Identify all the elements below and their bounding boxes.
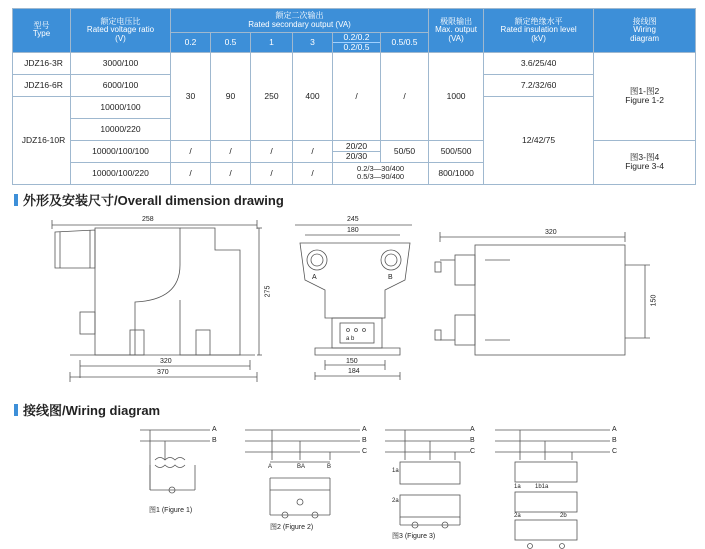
value-cell: 250 bbox=[251, 52, 293, 140]
ratio-cell: 10000/100 bbox=[71, 96, 171, 118]
secondary-terminal-label: a b bbox=[346, 336, 355, 342]
type-cell: JDZ16-3R bbox=[13, 52, 71, 74]
value-cell: 20/20 20/30 bbox=[333, 140, 381, 162]
wiring-figure-4 bbox=[495, 430, 610, 549]
secondary-label: 2b bbox=[560, 513, 567, 519]
dim-side-height: 275 bbox=[264, 285, 272, 298]
terminal-b-label: B bbox=[388, 274, 393, 281]
secondary-label: 1b1a bbox=[535, 484, 549, 490]
terminal-a-label: A bbox=[312, 274, 317, 281]
value-cell: / bbox=[171, 140, 211, 162]
ratio-cell: 10000/100/100 bbox=[71, 140, 171, 162]
ratio-cell: 10000/100/220 bbox=[71, 162, 171, 184]
dim-front-bottom-2: 184 bbox=[348, 368, 360, 375]
line-label-c: C bbox=[470, 448, 476, 455]
line-label-a: A bbox=[612, 426, 617, 433]
value-cell: 0.2/3—30/400 0.5/3—90/400 bbox=[333, 162, 429, 184]
caption-figure-3: 图3 (Figure 3) bbox=[392, 533, 436, 540]
dim-front-top-2: 180 bbox=[347, 227, 359, 234]
header-class-1: 1 bbox=[251, 33, 293, 53]
dim-front-top-1: 245 bbox=[347, 216, 359, 223]
plan-view-drawing bbox=[435, 232, 650, 355]
section-title-dimensions: 外形及安装尺寸/Overall dimension drawing bbox=[14, 190, 284, 209]
header-class-05: 0.5 bbox=[211, 33, 251, 53]
ratio-cell: 10000/220 bbox=[71, 118, 171, 140]
wiring-figure-2 bbox=[245, 430, 360, 518]
header-ratio: 额定电压比 Rated voltage ratio (V) bbox=[71, 9, 171, 53]
secondary-label: 2a bbox=[392, 498, 399, 504]
wiring-cell: 图1-图2 Figure 1-2 bbox=[594, 52, 696, 140]
header-secondary: 额定二次输出 Rated secondary output (VA) bbox=[171, 9, 429, 33]
value-cell: / bbox=[333, 52, 381, 140]
insulation-cell: 12/42/75 bbox=[484, 96, 594, 184]
section-title-wiring: 接线图/Wiring diagram bbox=[14, 400, 160, 419]
value-cell: 90 bbox=[211, 52, 251, 140]
line-label-b: B bbox=[612, 437, 617, 444]
value-cell: 50/50 bbox=[381, 140, 429, 162]
value-cell: / bbox=[293, 162, 333, 184]
header-type: 型号 Type bbox=[13, 9, 71, 53]
value-cell: / bbox=[293, 140, 333, 162]
line-label-c: C bbox=[362, 448, 368, 455]
secondary-label: 2a bbox=[514, 513, 521, 519]
value-cell: / bbox=[251, 140, 293, 162]
wiring-figure-3 bbox=[385, 430, 470, 528]
value-cell: / bbox=[381, 52, 429, 140]
header-max: 极限输出 Max. output (VA) bbox=[429, 9, 484, 53]
line-label-a: A bbox=[362, 426, 367, 433]
header-class-0202: 0.2/0.2 0.2/0.5 bbox=[333, 33, 381, 53]
terminal-label: BA bbox=[297, 464, 306, 470]
caption-figure-1: 图1 (Figure 1) bbox=[149, 507, 193, 514]
section-bar bbox=[14, 404, 18, 416]
value-cell: / bbox=[171, 162, 211, 184]
secondary-label: 1a bbox=[392, 468, 399, 474]
line-label-b: B bbox=[212, 437, 217, 444]
header-class-02: 0.2 bbox=[171, 33, 211, 53]
dim-side-bottom-2: 370 bbox=[157, 369, 169, 376]
terminal-label: A bbox=[268, 464, 273, 470]
wiring-cell: 图3-图4 Figure 3-4 bbox=[594, 140, 696, 184]
insulation-cell: 7.2/32/60 bbox=[484, 74, 594, 96]
header-class-3: 3 bbox=[293, 33, 333, 53]
header-wiring: 接线图 Wiring diagram bbox=[594, 9, 696, 53]
line-label-a: A bbox=[470, 426, 475, 433]
value-cell: / bbox=[211, 140, 251, 162]
caption-figure-2: 图2 (Figure 2) bbox=[270, 524, 314, 531]
ratio-cell: 6000/100 bbox=[71, 74, 171, 96]
value-cell: 400 bbox=[293, 52, 333, 140]
line-label-a: A bbox=[212, 426, 217, 433]
front-view-drawing bbox=[295, 225, 412, 380]
dim-plan-height: 150 bbox=[650, 294, 658, 307]
dim-side-top: 258 bbox=[142, 216, 154, 223]
dim-plan-width: 320 bbox=[545, 229, 557, 236]
dim-front-bottom-1: 150 bbox=[346, 358, 358, 365]
ratio-cell: 3000/100 bbox=[71, 52, 171, 74]
header-insulation: 额定绝缘水平 Rated insulation level (kV) bbox=[484, 9, 594, 53]
terminal-label: B bbox=[327, 464, 332, 470]
dim-side-bottom-1: 320 bbox=[160, 358, 172, 365]
line-label-b: B bbox=[362, 437, 367, 444]
secondary-label: 1a bbox=[514, 484, 521, 490]
value-cell: 800/1000 bbox=[429, 162, 484, 184]
value-cell: / bbox=[211, 162, 251, 184]
insulation-cell: 3.6/25/40 bbox=[484, 52, 594, 74]
type-cell: JDZ16-10R bbox=[13, 96, 71, 184]
value-cell: 500/500 bbox=[429, 140, 484, 162]
header-class-0505: 0.5/0.5 bbox=[381, 33, 429, 53]
type-cell: JDZ16-6R bbox=[13, 74, 71, 96]
value-cell: 1000 bbox=[429, 52, 484, 140]
value-cell: 30 bbox=[171, 52, 211, 140]
value-cell: / bbox=[251, 162, 293, 184]
side-view-drawing bbox=[52, 220, 262, 382]
wiring-figure-1 bbox=[140, 430, 210, 493]
line-label-c: C bbox=[612, 448, 618, 455]
line-label-b: B bbox=[470, 437, 475, 444]
